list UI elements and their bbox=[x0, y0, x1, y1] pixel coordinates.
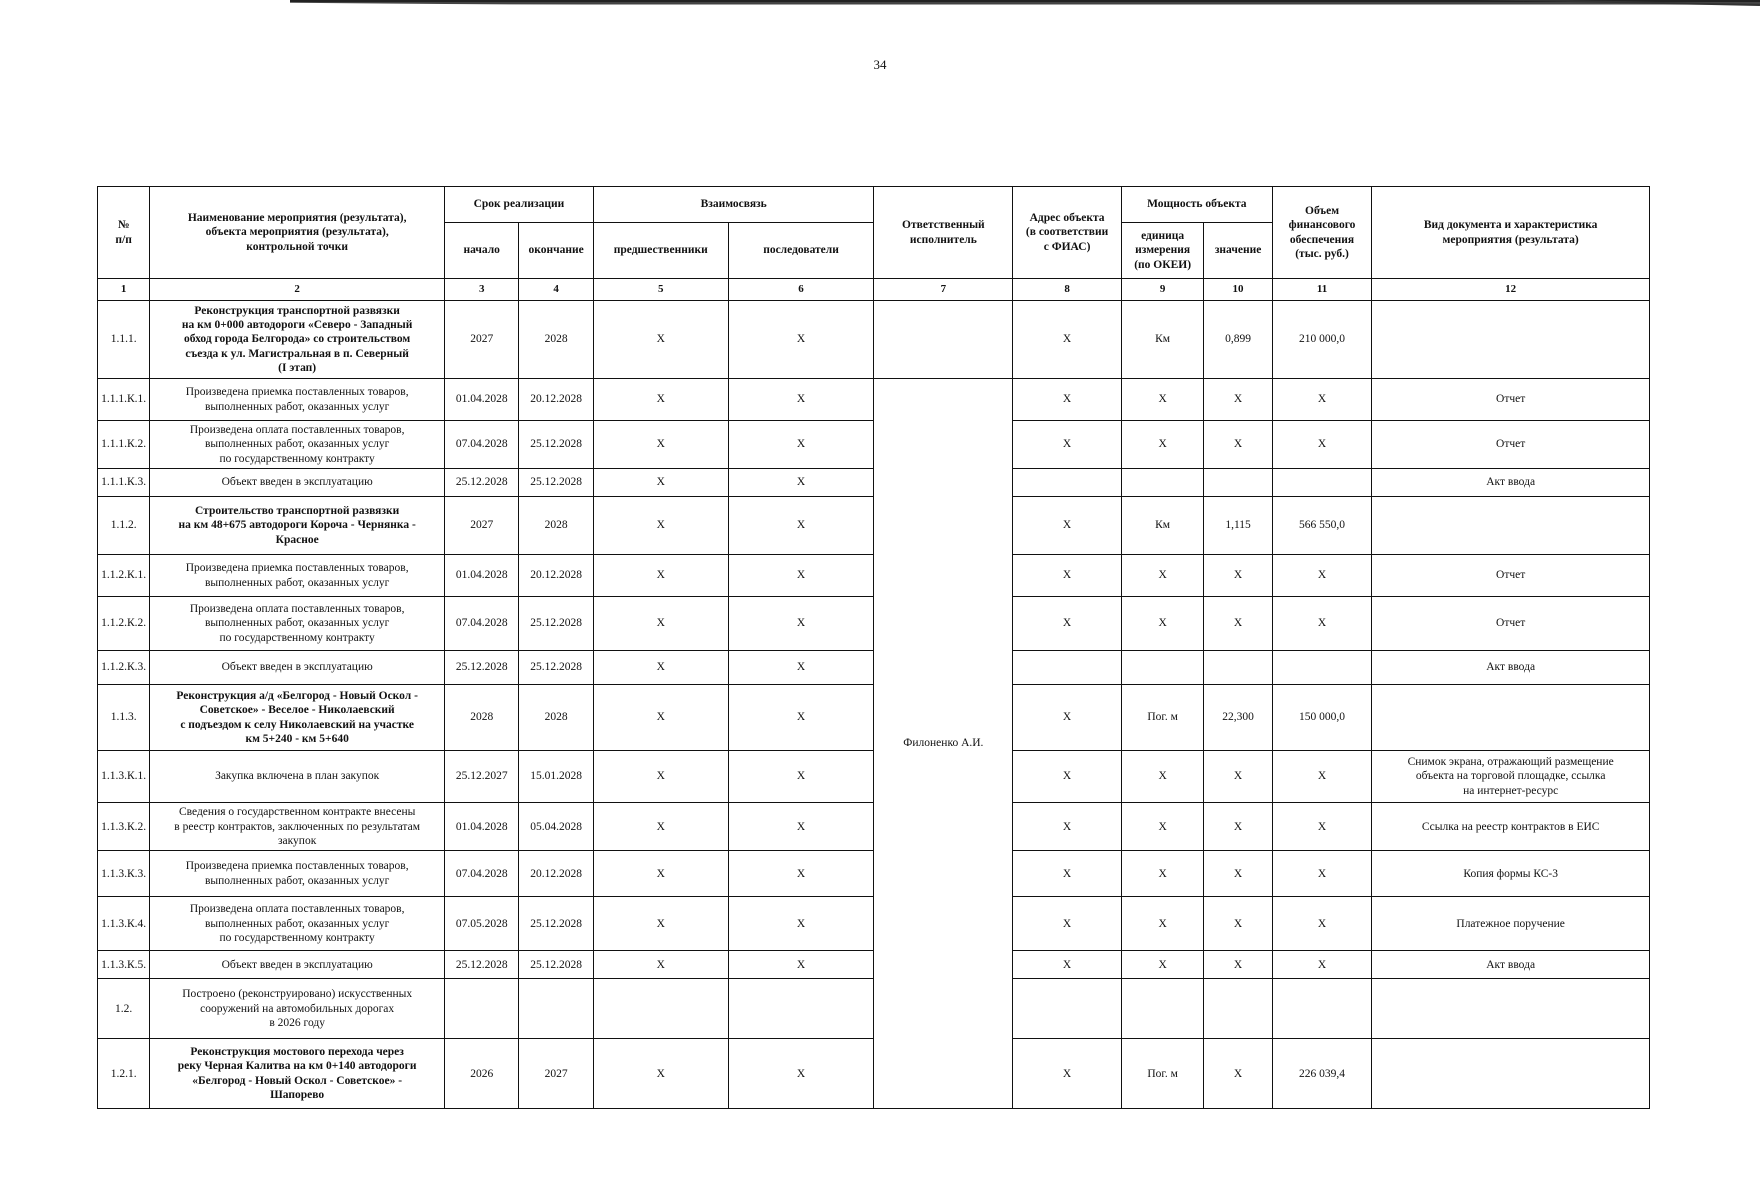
row-start: 25.12.2028 bbox=[445, 951, 519, 979]
row-unit bbox=[1121, 979, 1203, 1039]
row-finance bbox=[1272, 979, 1372, 1039]
row-doc bbox=[1372, 1039, 1650, 1109]
row-end: 25.12.2028 bbox=[519, 469, 593, 497]
table-row bbox=[98, 803, 1650, 851]
table-row bbox=[98, 379, 1650, 421]
header-address: Адрес объекта (в соответствии с ФИАС) bbox=[1013, 187, 1122, 279]
row-end: 20.12.2028 bbox=[519, 851, 593, 897]
row-unit: X bbox=[1121, 379, 1203, 421]
row-unit: X bbox=[1121, 951, 1203, 979]
row-name: Реконструкция транспортной развязки на км 0+000 автодороги «Северо - Западный обход города Белгорода» со строительством съезда к ул. Магистральная в п. Северный (I этап) bbox=[150, 301, 445, 379]
row-successors: X bbox=[728, 497, 874, 555]
row-value bbox=[1204, 651, 1272, 685]
row-finance: X bbox=[1272, 897, 1372, 951]
row-predecessors: X bbox=[593, 803, 728, 851]
row-start: 01.04.2028 bbox=[445, 555, 519, 597]
row-value: X bbox=[1204, 951, 1272, 979]
row-successors: X bbox=[728, 379, 874, 421]
row-unit: X bbox=[1121, 597, 1203, 651]
row-successors: X bbox=[728, 597, 874, 651]
table-row bbox=[98, 851, 1650, 897]
header-value: значение bbox=[1204, 223, 1272, 279]
col-number: 2 bbox=[150, 279, 445, 301]
row-value: X bbox=[1204, 803, 1272, 851]
row-number: 1.1.3.К.1. bbox=[98, 751, 150, 803]
row-finance: X bbox=[1272, 851, 1372, 897]
row-predecessors: X bbox=[593, 597, 728, 651]
row-start: 2027 bbox=[445, 497, 519, 555]
row-name: Произведена приемка поставленных товаров, выполненных работ, оказанных услуг bbox=[150, 555, 445, 597]
row-unit: X bbox=[1121, 751, 1203, 803]
row-end: 2028 bbox=[519, 685, 593, 751]
row-finance: X bbox=[1272, 751, 1372, 803]
row-start: 07.04.2028 bbox=[445, 597, 519, 651]
row-doc: Отчет bbox=[1372, 421, 1650, 469]
table-row bbox=[98, 421, 1650, 469]
row-name: Объект введен в эксплуатацию bbox=[150, 951, 445, 979]
row-number: 1.1.1.К.3. bbox=[98, 469, 150, 497]
row-address: X bbox=[1013, 851, 1122, 897]
row-end bbox=[519, 979, 593, 1039]
row-number: 1.1.3. bbox=[98, 685, 150, 751]
row-end: 25.12.2028 bbox=[519, 651, 593, 685]
header-num: № п/п bbox=[98, 187, 150, 279]
row-finance: 150 000,0 bbox=[1272, 685, 1372, 751]
row-start: 07.05.2028 bbox=[445, 897, 519, 951]
row-name: Реконструкция а/д «Белгород - Новый Оскол - Советское» - Веселое - Николаевский с подъездом к селу Николаевский на участке км 5+240 - км 5+640 bbox=[150, 685, 445, 751]
row-address: X bbox=[1013, 497, 1122, 555]
row-predecessors: X bbox=[593, 555, 728, 597]
row-end: 25.12.2028 bbox=[519, 421, 593, 469]
row-unit: Пог. м bbox=[1121, 685, 1203, 751]
row-address: X bbox=[1013, 751, 1122, 803]
row-number: 1.1.3.К.4. bbox=[98, 897, 150, 951]
row-doc bbox=[1372, 497, 1650, 555]
table-row bbox=[98, 301, 1650, 379]
row-predecessors: X bbox=[593, 1039, 728, 1109]
row-finance: X bbox=[1272, 379, 1372, 421]
row-predecessors: X bbox=[593, 851, 728, 897]
row-number: 1.1.3.К.3. bbox=[98, 851, 150, 897]
row-start: 2028 bbox=[445, 685, 519, 751]
row-doc: Отчет bbox=[1372, 379, 1650, 421]
row-finance: X bbox=[1272, 597, 1372, 651]
responsible-executor: Филоненко А.И. bbox=[874, 379, 1013, 1109]
row-name: Произведена приемка поставленных товаров, выполненных работ, оказанных услуг bbox=[150, 851, 445, 897]
row-end: 2027 bbox=[519, 1039, 593, 1109]
row-value: X bbox=[1204, 897, 1272, 951]
row-address bbox=[1013, 651, 1122, 685]
row-successors: X bbox=[728, 751, 874, 803]
row-address: X bbox=[1013, 951, 1122, 979]
row-start: 07.04.2028 bbox=[445, 421, 519, 469]
row-successors bbox=[728, 979, 874, 1039]
row-predecessors: X bbox=[593, 951, 728, 979]
row-start: 01.04.2028 bbox=[445, 379, 519, 421]
col-number: 7 bbox=[874, 279, 1013, 301]
page-number: 34 bbox=[873, 57, 887, 72]
row-start: 2027 bbox=[445, 301, 519, 379]
col-number: 10 bbox=[1204, 279, 1272, 301]
results-table bbox=[97, 186, 1650, 1109]
row-finance: X bbox=[1272, 803, 1372, 851]
header-responsible: Ответственный исполнитель bbox=[874, 187, 1013, 279]
row-doc: Отчет bbox=[1372, 555, 1650, 597]
row-end: 25.12.2028 bbox=[519, 597, 593, 651]
row-name: Реконструкция мостового перехода через реку Черная Калитва на км 0+140 автодороги «Белгород - Новый Оскол - Советское» - Шапорево bbox=[150, 1039, 445, 1109]
header-start: начало bbox=[445, 223, 519, 279]
row-successors: X bbox=[728, 651, 874, 685]
row-unit: Км bbox=[1121, 301, 1203, 379]
table-row bbox=[98, 497, 1650, 555]
row-predecessors: X bbox=[593, 651, 728, 685]
row-successors: X bbox=[728, 469, 874, 497]
col-number: 9 bbox=[1121, 279, 1203, 301]
row-value: X bbox=[1204, 751, 1272, 803]
column-number-row bbox=[98, 279, 1650, 301]
table-header bbox=[98, 187, 1650, 301]
row-finance bbox=[1272, 651, 1372, 685]
row-name: Объект введен в эксплуатацию bbox=[150, 469, 445, 497]
row-finance: X bbox=[1272, 555, 1372, 597]
row-predecessors: X bbox=[593, 751, 728, 803]
row-value: 1,115 bbox=[1204, 497, 1272, 555]
row-end: 25.12.2028 bbox=[519, 897, 593, 951]
table-row bbox=[98, 1039, 1650, 1109]
table-row bbox=[98, 597, 1650, 651]
row-name: Произведена оплата поставленных товаров, выполненных работ, оказанных услуг по государственному контракту bbox=[150, 897, 445, 951]
row-predecessors: X bbox=[593, 421, 728, 469]
header-doc: Вид документа и характеристика мероприятия (результата) bbox=[1372, 187, 1650, 279]
row-name: Объект введен в эксплуатацию bbox=[150, 651, 445, 685]
row-doc bbox=[1372, 685, 1650, 751]
row-value: X bbox=[1204, 421, 1272, 469]
row-name: Сведения о государственном контракте внесены в реестр контрактов, заключенных по результатам закупок bbox=[150, 803, 445, 851]
row-address bbox=[1013, 979, 1122, 1039]
row-finance bbox=[1272, 469, 1372, 497]
row-address bbox=[1013, 469, 1122, 497]
header-link: Взаимосвязь bbox=[593, 187, 874, 223]
row-end: 20.12.2028 bbox=[519, 555, 593, 597]
row-number: 1.1.3.К.2. bbox=[98, 803, 150, 851]
row-doc: Ссылка на реестр контрактов в ЕИС bbox=[1372, 803, 1650, 851]
row-unit: Пог. м bbox=[1121, 1039, 1203, 1109]
row-number: 1.1.2.К.1. bbox=[98, 555, 150, 597]
table-row bbox=[98, 555, 1650, 597]
row-address: X bbox=[1013, 597, 1122, 651]
row-name: Произведена оплата поставленных товаров, выполненных работ, оказанных услуг по государственному контракту bbox=[150, 421, 445, 469]
row-value bbox=[1204, 469, 1272, 497]
header-name: Наименование мероприятия (результата), объекта мероприятия (результата), контрольной точки bbox=[150, 187, 445, 279]
row-address: X bbox=[1013, 803, 1122, 851]
row-end: 20.12.2028 bbox=[519, 379, 593, 421]
header-end: окончание bbox=[519, 223, 593, 279]
row-doc: Снимок экрана, отражающий размещение объекта на торговой площадке, ссылка на интернет-ресурс bbox=[1372, 751, 1650, 803]
row-name: Произведена оплата поставленных товаров, выполненных работ, оказанных услуг по государственному контракту bbox=[150, 597, 445, 651]
table-row bbox=[98, 469, 1650, 497]
row-name: Строительство транспортной развязки на км 48+675 автодороги Короча - Чернянка - Красное bbox=[150, 497, 445, 555]
row-address: X bbox=[1013, 685, 1122, 751]
row-doc: Платежное поручение bbox=[1372, 897, 1650, 951]
row-value: X bbox=[1204, 851, 1272, 897]
row-address: X bbox=[1013, 1039, 1122, 1109]
row-doc bbox=[1372, 301, 1650, 379]
row-number: 1.1.2.К.2. bbox=[98, 597, 150, 651]
row-doc: Акт ввода bbox=[1372, 651, 1650, 685]
row-address: X bbox=[1013, 897, 1122, 951]
row-start: 25.12.2027 bbox=[445, 751, 519, 803]
row-finance: X bbox=[1272, 421, 1372, 469]
table-row bbox=[98, 685, 1650, 751]
row-unit bbox=[1121, 651, 1203, 685]
table-row bbox=[98, 651, 1650, 685]
row-start bbox=[445, 979, 519, 1039]
table-row bbox=[98, 951, 1650, 979]
row-doc: Акт ввода bbox=[1372, 469, 1650, 497]
row-number: 1.1.1. bbox=[98, 301, 150, 379]
row-start: 07.04.2028 bbox=[445, 851, 519, 897]
row-successors: X bbox=[728, 421, 874, 469]
col-number: 11 bbox=[1272, 279, 1372, 301]
row-address: X bbox=[1013, 421, 1122, 469]
row-value: X bbox=[1204, 555, 1272, 597]
row-successors: X bbox=[728, 555, 874, 597]
row-unit: X bbox=[1121, 421, 1203, 469]
row-start: 25.12.2028 bbox=[445, 651, 519, 685]
row-number: 1.1.3.К.5. bbox=[98, 951, 150, 979]
col-number: 12 bbox=[1372, 279, 1650, 301]
row-value: 0,899 bbox=[1204, 301, 1272, 379]
row-number: 1.1.2.К.3. bbox=[98, 651, 150, 685]
row-finance: 566 550,0 bbox=[1272, 497, 1372, 555]
row-end: 2028 bbox=[519, 497, 593, 555]
row-number: 1.2.1. bbox=[98, 1039, 150, 1109]
row-name: Произведена приемка поставленных товаров, выполненных работ, оказанных услуг bbox=[150, 379, 445, 421]
row-start: 25.12.2028 bbox=[445, 469, 519, 497]
row-address: X bbox=[1013, 555, 1122, 597]
header-power: Мощность объекта bbox=[1121, 187, 1272, 223]
col-number: 3 bbox=[445, 279, 519, 301]
row-end: 05.04.2028 bbox=[519, 803, 593, 851]
row-finance: X bbox=[1272, 951, 1372, 979]
row-predecessors bbox=[593, 979, 728, 1039]
table-row bbox=[98, 751, 1650, 803]
row-name: Закупка включена в план закупок bbox=[150, 751, 445, 803]
row-doc: Акт ввода bbox=[1372, 951, 1650, 979]
row-predecessors: X bbox=[593, 379, 728, 421]
col-number: 6 bbox=[728, 279, 874, 301]
row-unit: X bbox=[1121, 897, 1203, 951]
row-predecessors: X bbox=[593, 685, 728, 751]
row-doc: Отчет bbox=[1372, 597, 1650, 651]
row-predecessors: X bbox=[593, 897, 728, 951]
row-predecessors: X bbox=[593, 497, 728, 555]
table-row bbox=[98, 897, 1650, 951]
row-unit: X bbox=[1121, 555, 1203, 597]
row-finance: 226 039,4 bbox=[1272, 1039, 1372, 1109]
row-predecessors: X bbox=[593, 301, 728, 379]
row-predecessors: X bbox=[593, 469, 728, 497]
row-value bbox=[1204, 979, 1272, 1039]
table-body bbox=[98, 301, 1650, 1109]
row-successors: X bbox=[728, 897, 874, 951]
row-address: X bbox=[1013, 301, 1122, 379]
row-value: X bbox=[1204, 1039, 1272, 1109]
row-successors: X bbox=[728, 301, 874, 379]
row-name: Построено (реконструировано) искусственных сооружений на автомобильных дорогах в 2026 году bbox=[150, 979, 445, 1039]
row-unit bbox=[1121, 469, 1203, 497]
row-value: 22,300 bbox=[1204, 685, 1272, 751]
header-predecessors: предшественники bbox=[593, 223, 728, 279]
col-number: 8 bbox=[1013, 279, 1122, 301]
table-row bbox=[98, 979, 1650, 1039]
col-number: 4 bbox=[519, 279, 593, 301]
row-successors: X bbox=[728, 1039, 874, 1109]
row-unit: X bbox=[1121, 851, 1203, 897]
header-finance: Объем финансового обеспечения (тыс. руб.) bbox=[1272, 187, 1372, 279]
row-start: 01.04.2028 bbox=[445, 803, 519, 851]
row-successors: X bbox=[728, 685, 874, 751]
row-unit: Км bbox=[1121, 497, 1203, 555]
row-number: 1.1.1.К.1. bbox=[98, 379, 150, 421]
row-doc bbox=[1372, 979, 1650, 1039]
row-successors: X bbox=[728, 803, 874, 851]
row-responsible bbox=[874, 301, 1013, 379]
row-finance: 210 000,0 bbox=[1272, 301, 1372, 379]
header-term: Срок реализации bbox=[445, 187, 594, 223]
row-number: 1.1.2. bbox=[98, 497, 150, 555]
row-successors: X bbox=[728, 851, 874, 897]
row-number: 1.2. bbox=[98, 979, 150, 1039]
row-unit: X bbox=[1121, 803, 1203, 851]
row-value: X bbox=[1204, 597, 1272, 651]
row-value: X bbox=[1204, 379, 1272, 421]
row-start: 2026 bbox=[445, 1039, 519, 1109]
header-successors: последователи bbox=[728, 223, 874, 279]
row-end: 25.12.2028 bbox=[519, 951, 593, 979]
row-successors: X bbox=[728, 951, 874, 979]
col-number: 1 bbox=[98, 279, 150, 301]
row-number: 1.1.1.К.2. bbox=[98, 421, 150, 469]
row-address: X bbox=[1013, 379, 1122, 421]
col-number: 5 bbox=[593, 279, 728, 301]
header-unit: единица измерения (по ОКЕИ) bbox=[1121, 223, 1203, 279]
row-end: 15.01.2028 bbox=[519, 751, 593, 803]
row-doc: Копия формы КС-3 bbox=[1372, 851, 1650, 897]
row-end: 2028 bbox=[519, 301, 593, 379]
